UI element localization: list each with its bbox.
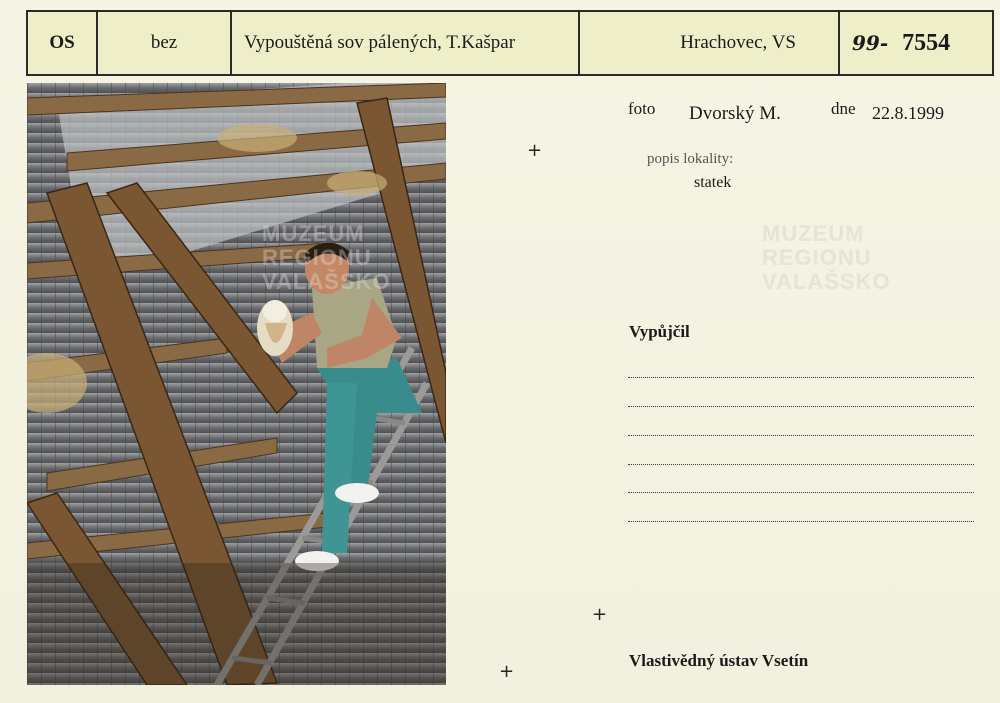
catalog-number: 7554 bbox=[902, 29, 951, 56]
date-label: dne bbox=[831, 99, 856, 118]
borrower-line-3 bbox=[628, 435, 974, 436]
attic-photo-illustration bbox=[27, 83, 446, 685]
foto-label: foto bbox=[628, 99, 656, 118]
institution-footer: Vlastivědný ústav Vsetín bbox=[629, 651, 809, 670]
registration-mark-2: + bbox=[592, 604, 608, 625]
watermark-right: MUZEUM REGIONU VALAŠSKO bbox=[762, 221, 891, 294]
registration-mark-3: + bbox=[499, 661, 515, 682]
borrower-line-6 bbox=[628, 521, 974, 522]
borrower-line-1 bbox=[628, 377, 974, 378]
header-catalog-number bbox=[840, 12, 992, 74]
header-row bbox=[26, 10, 994, 76]
header-description: Vypouštěná sov pálených, T.Kašpar bbox=[232, 12, 580, 74]
watermark-photo: MUZEUM REGIONU VALAŠSKO bbox=[262, 221, 391, 294]
borrower-label: Vypůjčil bbox=[629, 322, 690, 341]
borrower-line-5 bbox=[628, 492, 974, 493]
borrower-line-4 bbox=[628, 464, 974, 465]
header-code: OS bbox=[28, 12, 98, 74]
foto-value: Dvorský M. bbox=[689, 103, 781, 124]
header-location: Hrachovec, VS bbox=[580, 12, 840, 74]
date-value: 22.8.1999 bbox=[872, 103, 944, 123]
header-type: bez bbox=[98, 12, 232, 74]
locality-value: statek bbox=[694, 174, 732, 191]
registration-mark-1: + bbox=[527, 140, 543, 161]
locality-label: popis lokality: bbox=[647, 151, 734, 167]
photograph bbox=[27, 83, 446, 685]
borrower-line-2 bbox=[628, 406, 974, 407]
catalog-year-handwritten: 99- bbox=[852, 31, 889, 55]
